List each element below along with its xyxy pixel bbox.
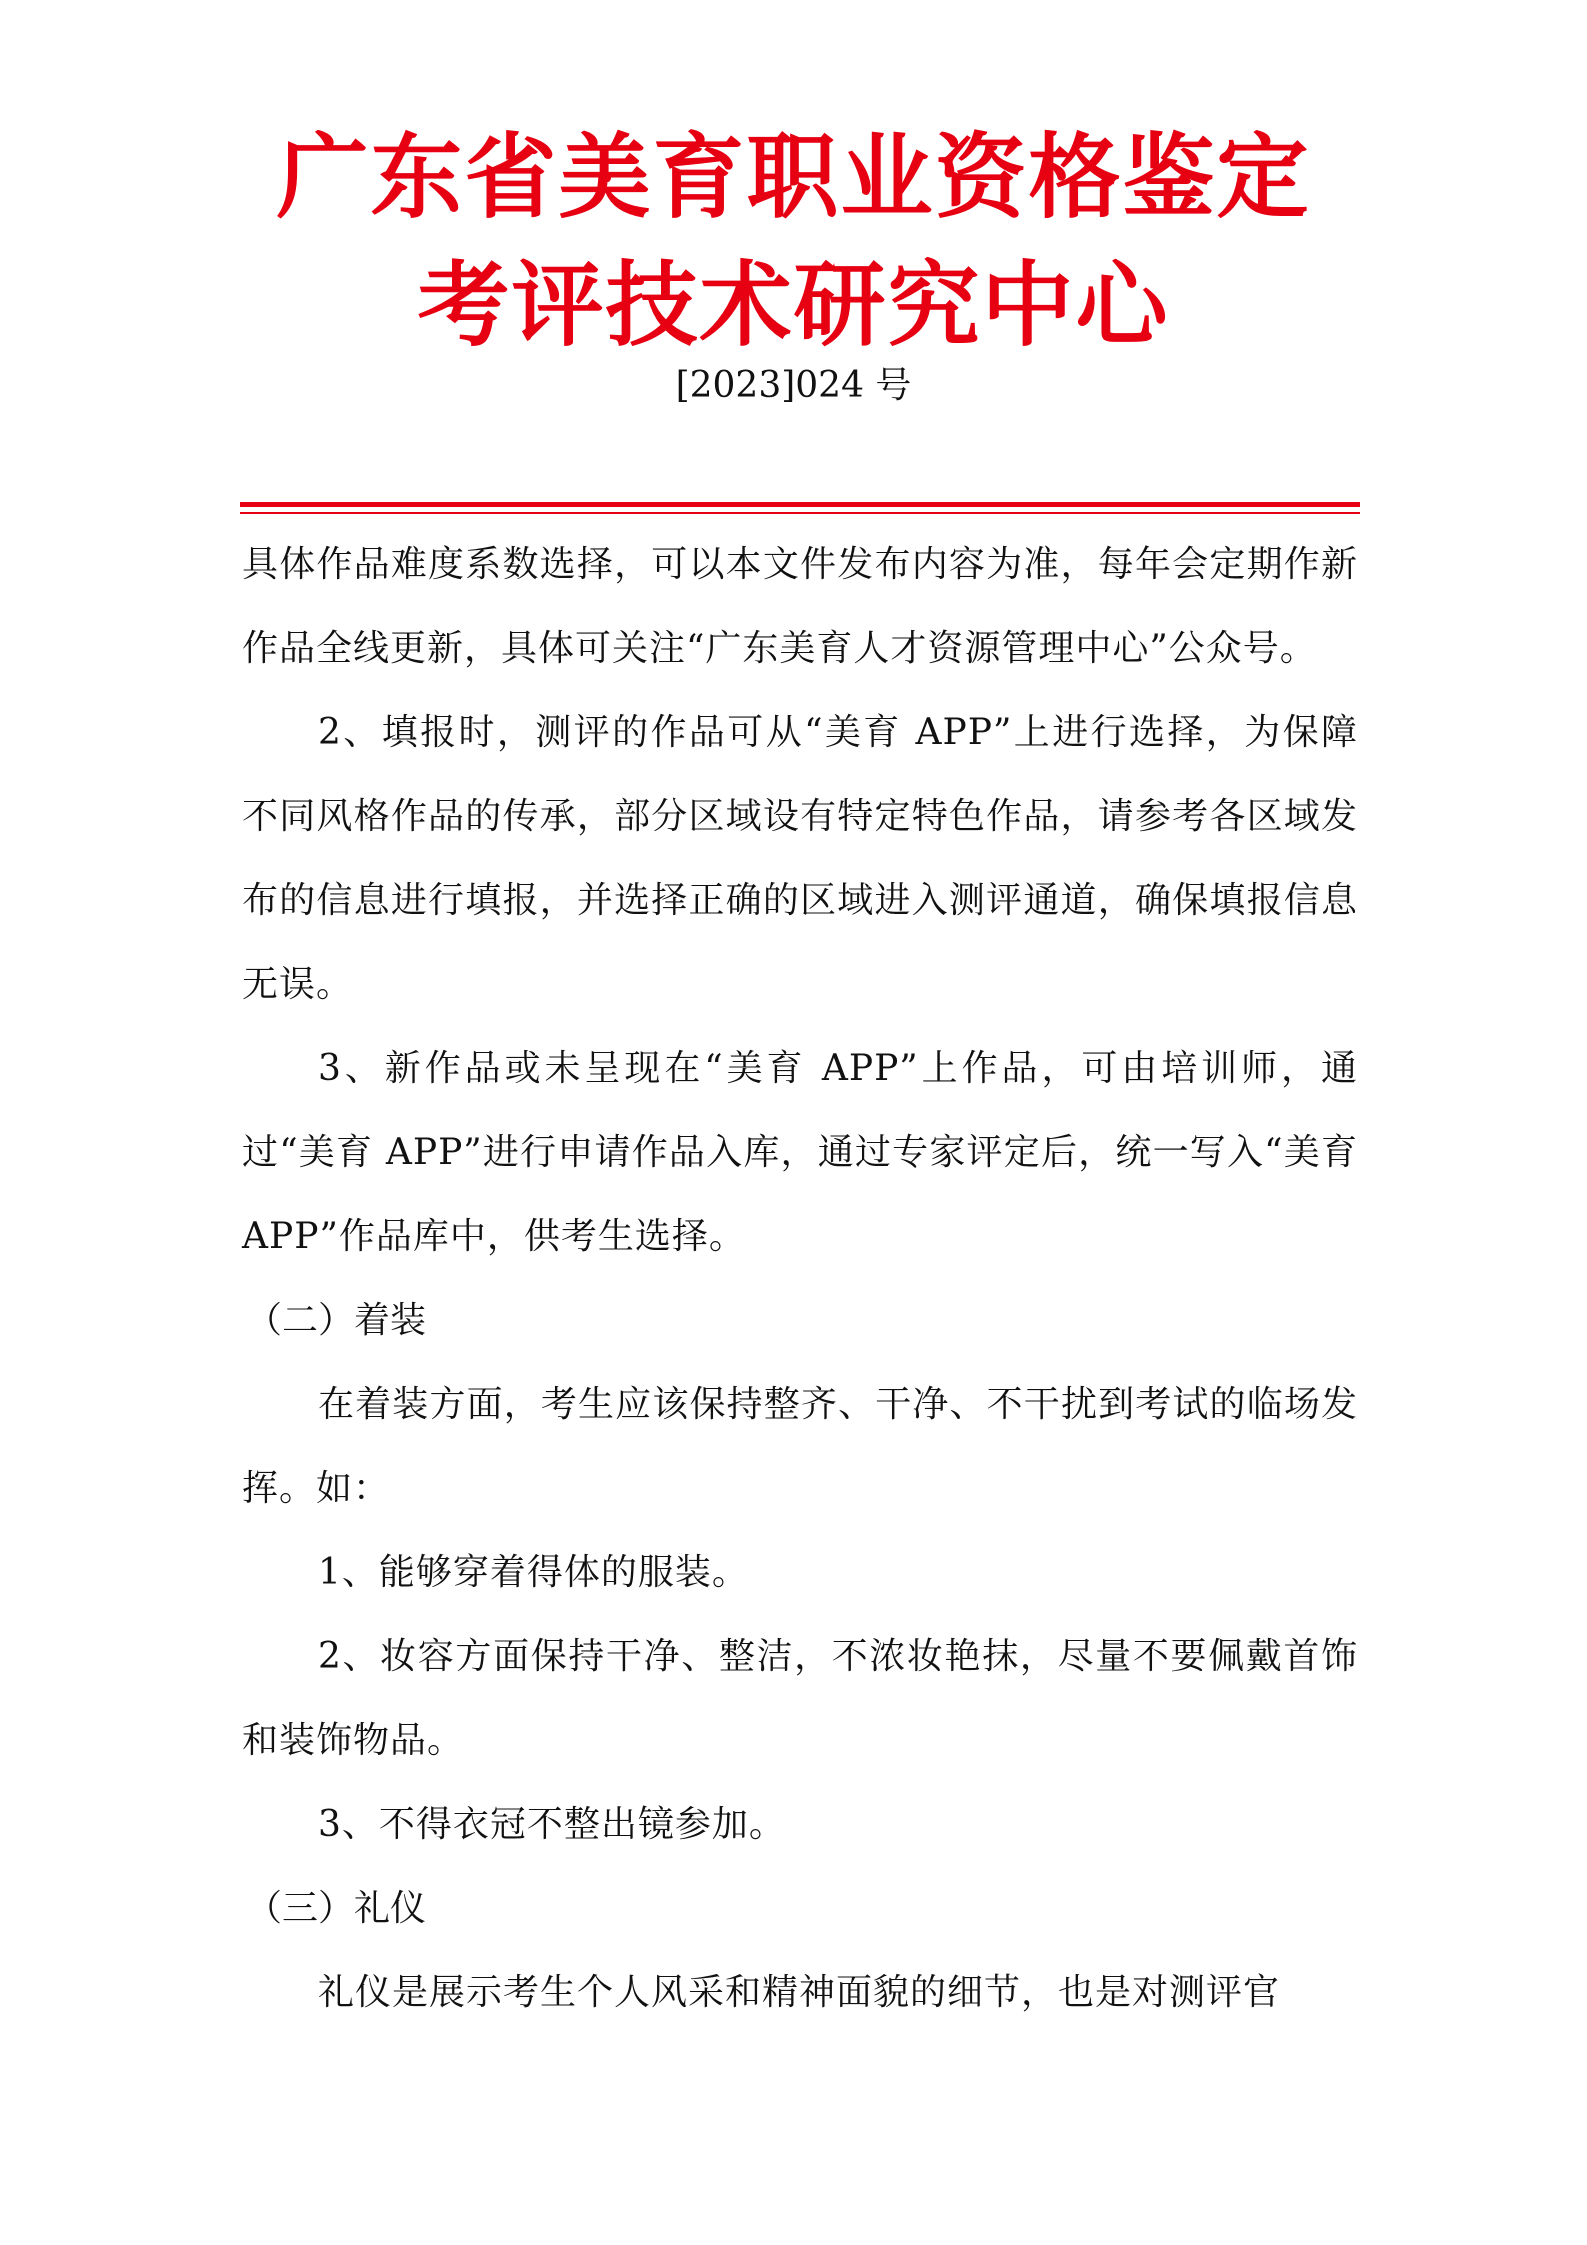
red-divider-thick: [240, 502, 1360, 507]
paragraph-attire-item-3: 3、不得衣冠不整出镜参加。: [318, 1804, 786, 1845]
paragraph-etiquette-intro: 礼仪是展示考生个人风采和精神面貌的细节，也是对测评官: [318, 1972, 1281, 2013]
document-number: [2023]024 号: [675, 365, 912, 406]
section-heading-etiquette: （三）礼仪: [246, 1888, 427, 1929]
paragraph-attire-item-2: 2、妆容方面保持干净、整洁，不浓妆艳抹，尽量不要佩戴首饰和装饰物品。: [242, 1636, 1358, 1761]
paragraph-attire-intro: 在着装方面，考生应该保持整齐、干净、不干扰到考试的临场发挥。如：: [242, 1384, 1358, 1509]
paragraph-work-difficulty: 具体作品难度系数选择，可以本文件发布内容为准，每年会定期作新作品全线更新，具体可关注“广东美育人才资源管理中心”公众号。: [242, 544, 1358, 669]
paragraph-item-2-filing: 2、填报时，测评的作品可从“美育 APP”上进行选择，为保障不同风格作品的传承，部分区域设有特定特色作品，请参考各区域发布的信息进行填报，并选择正确的区域进入测评通道，确保填报信息无误。: [242, 712, 1358, 1005]
section-heading-attire: （二）着装: [246, 1300, 427, 1341]
red-divider-thin: [240, 512, 1360, 514]
document-body: [242, 523, 1358, 2035]
paragraph-attire-item-1: 1、能够穿着得体的服装。: [318, 1552, 749, 1593]
org-name-line2: 考评技术研究中心: [417, 252, 1170, 359]
paragraph-item-3-new-works: 3、新作品或未呈现在“美育 APP”上作品，可由培训师，通过“美育 APP”进行申请作品入库，通过专家评定后，统一写入“美育 APP”作品库中，供考生选择。: [242, 1048, 1358, 1257]
org-name-line1: 广东省美育职业资格鉴定: [276, 124, 1311, 231]
